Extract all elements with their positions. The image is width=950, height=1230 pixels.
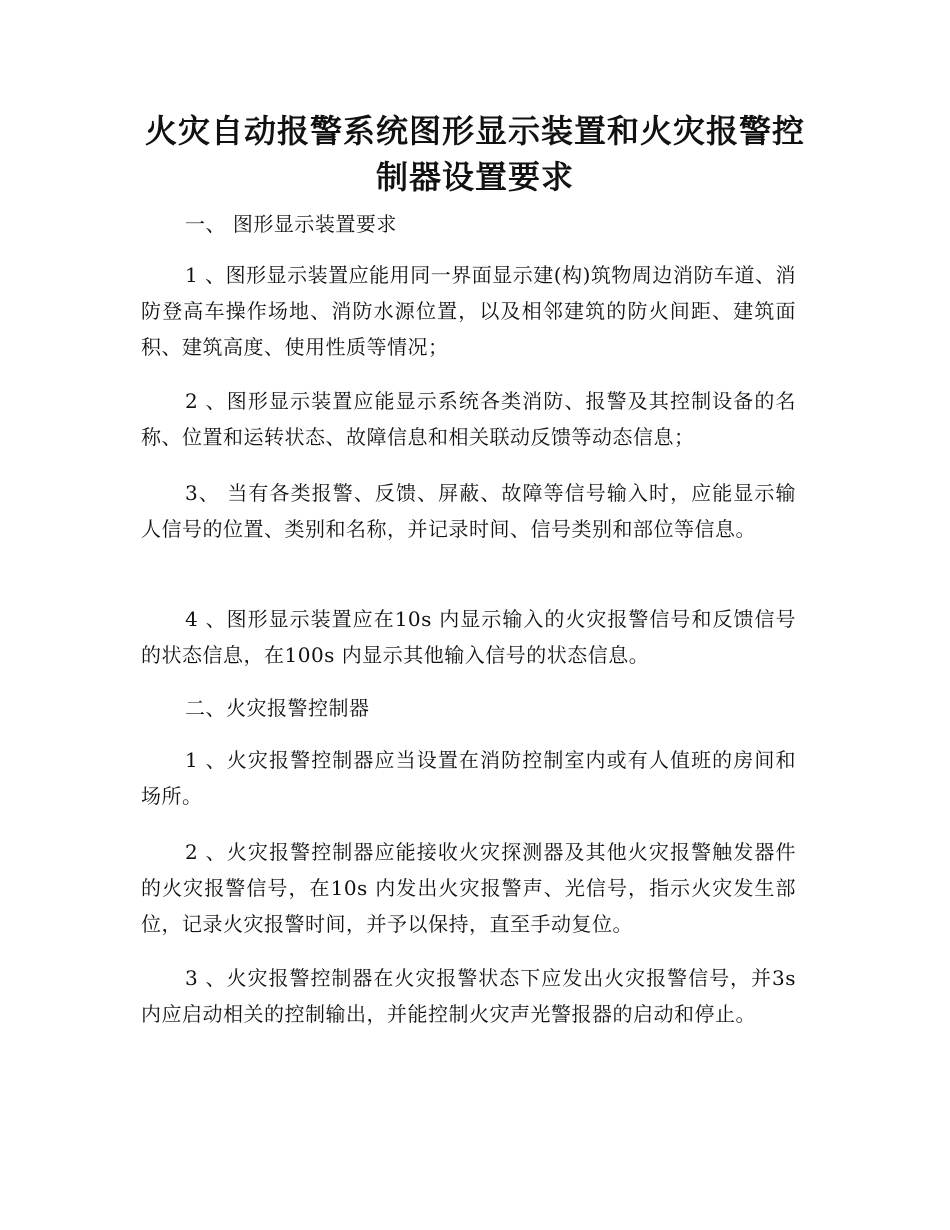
paragraph-1-2: 2 、图形显示装置应能显示系统各类消防、报警及其控制设备的名称、位置和运转状态、故障信息和相关联动反馈等动态信息；: [141, 389, 796, 449]
document-title: 火灾自动报警系统图形显示装置和火灾报警控制器设置要求: [144, 112, 805, 196]
section-heading-fire-alarm-controller: 二、火灾报警控制器: [185, 696, 370, 720]
paragraph-1-3: 3、 当有各类报警、反馈、屏蔽、故障等信号输入时，应能显示输人信号的位置、类别和名称，并记录时间、信号类别和部位等信息。: [141, 481, 796, 541]
paragraph-2-2: 2 、火灾报警控制器应能接收火灾探测器及其他火灾报警触发器件的火灾报警信号，在10s 内发出火灾报警声、光信号，指示火灾发生部位，记录火灾报警时间，并予以保持，直至手动复位。: [141, 840, 796, 936]
paragraph-2-1: 1 、火灾报警控制器应当设置在消防控制室内或有人值班的房间和场所。: [141, 748, 796, 808]
paragraph-1-4: 4 、图形显示装置应在10s 内显示输入的火灾报警信号和反馈信号的状态信息，在100s 内显示其他输入信号的状态信息。: [141, 607, 796, 667]
paragraph-1-1: 1 、图形显示装置应能用同一界面显示建(构)筑物周边消防车道、消防登高车操作场地、消防水源位置，以及相邻建筑的防火间距、建筑面积、建筑高度、使用性质等情况；: [141, 263, 796, 359]
section-heading-graphic-display: 一、 图形显示装置要求: [185, 212, 397, 236]
paragraph-2-3: 3 、火灾报警控制器在火灾报警状态下应发出火灾报警信号，并3s 内应启动相关的控制输出，并能控制火灾声光警报器的启动和停止。: [141, 966, 796, 1026]
